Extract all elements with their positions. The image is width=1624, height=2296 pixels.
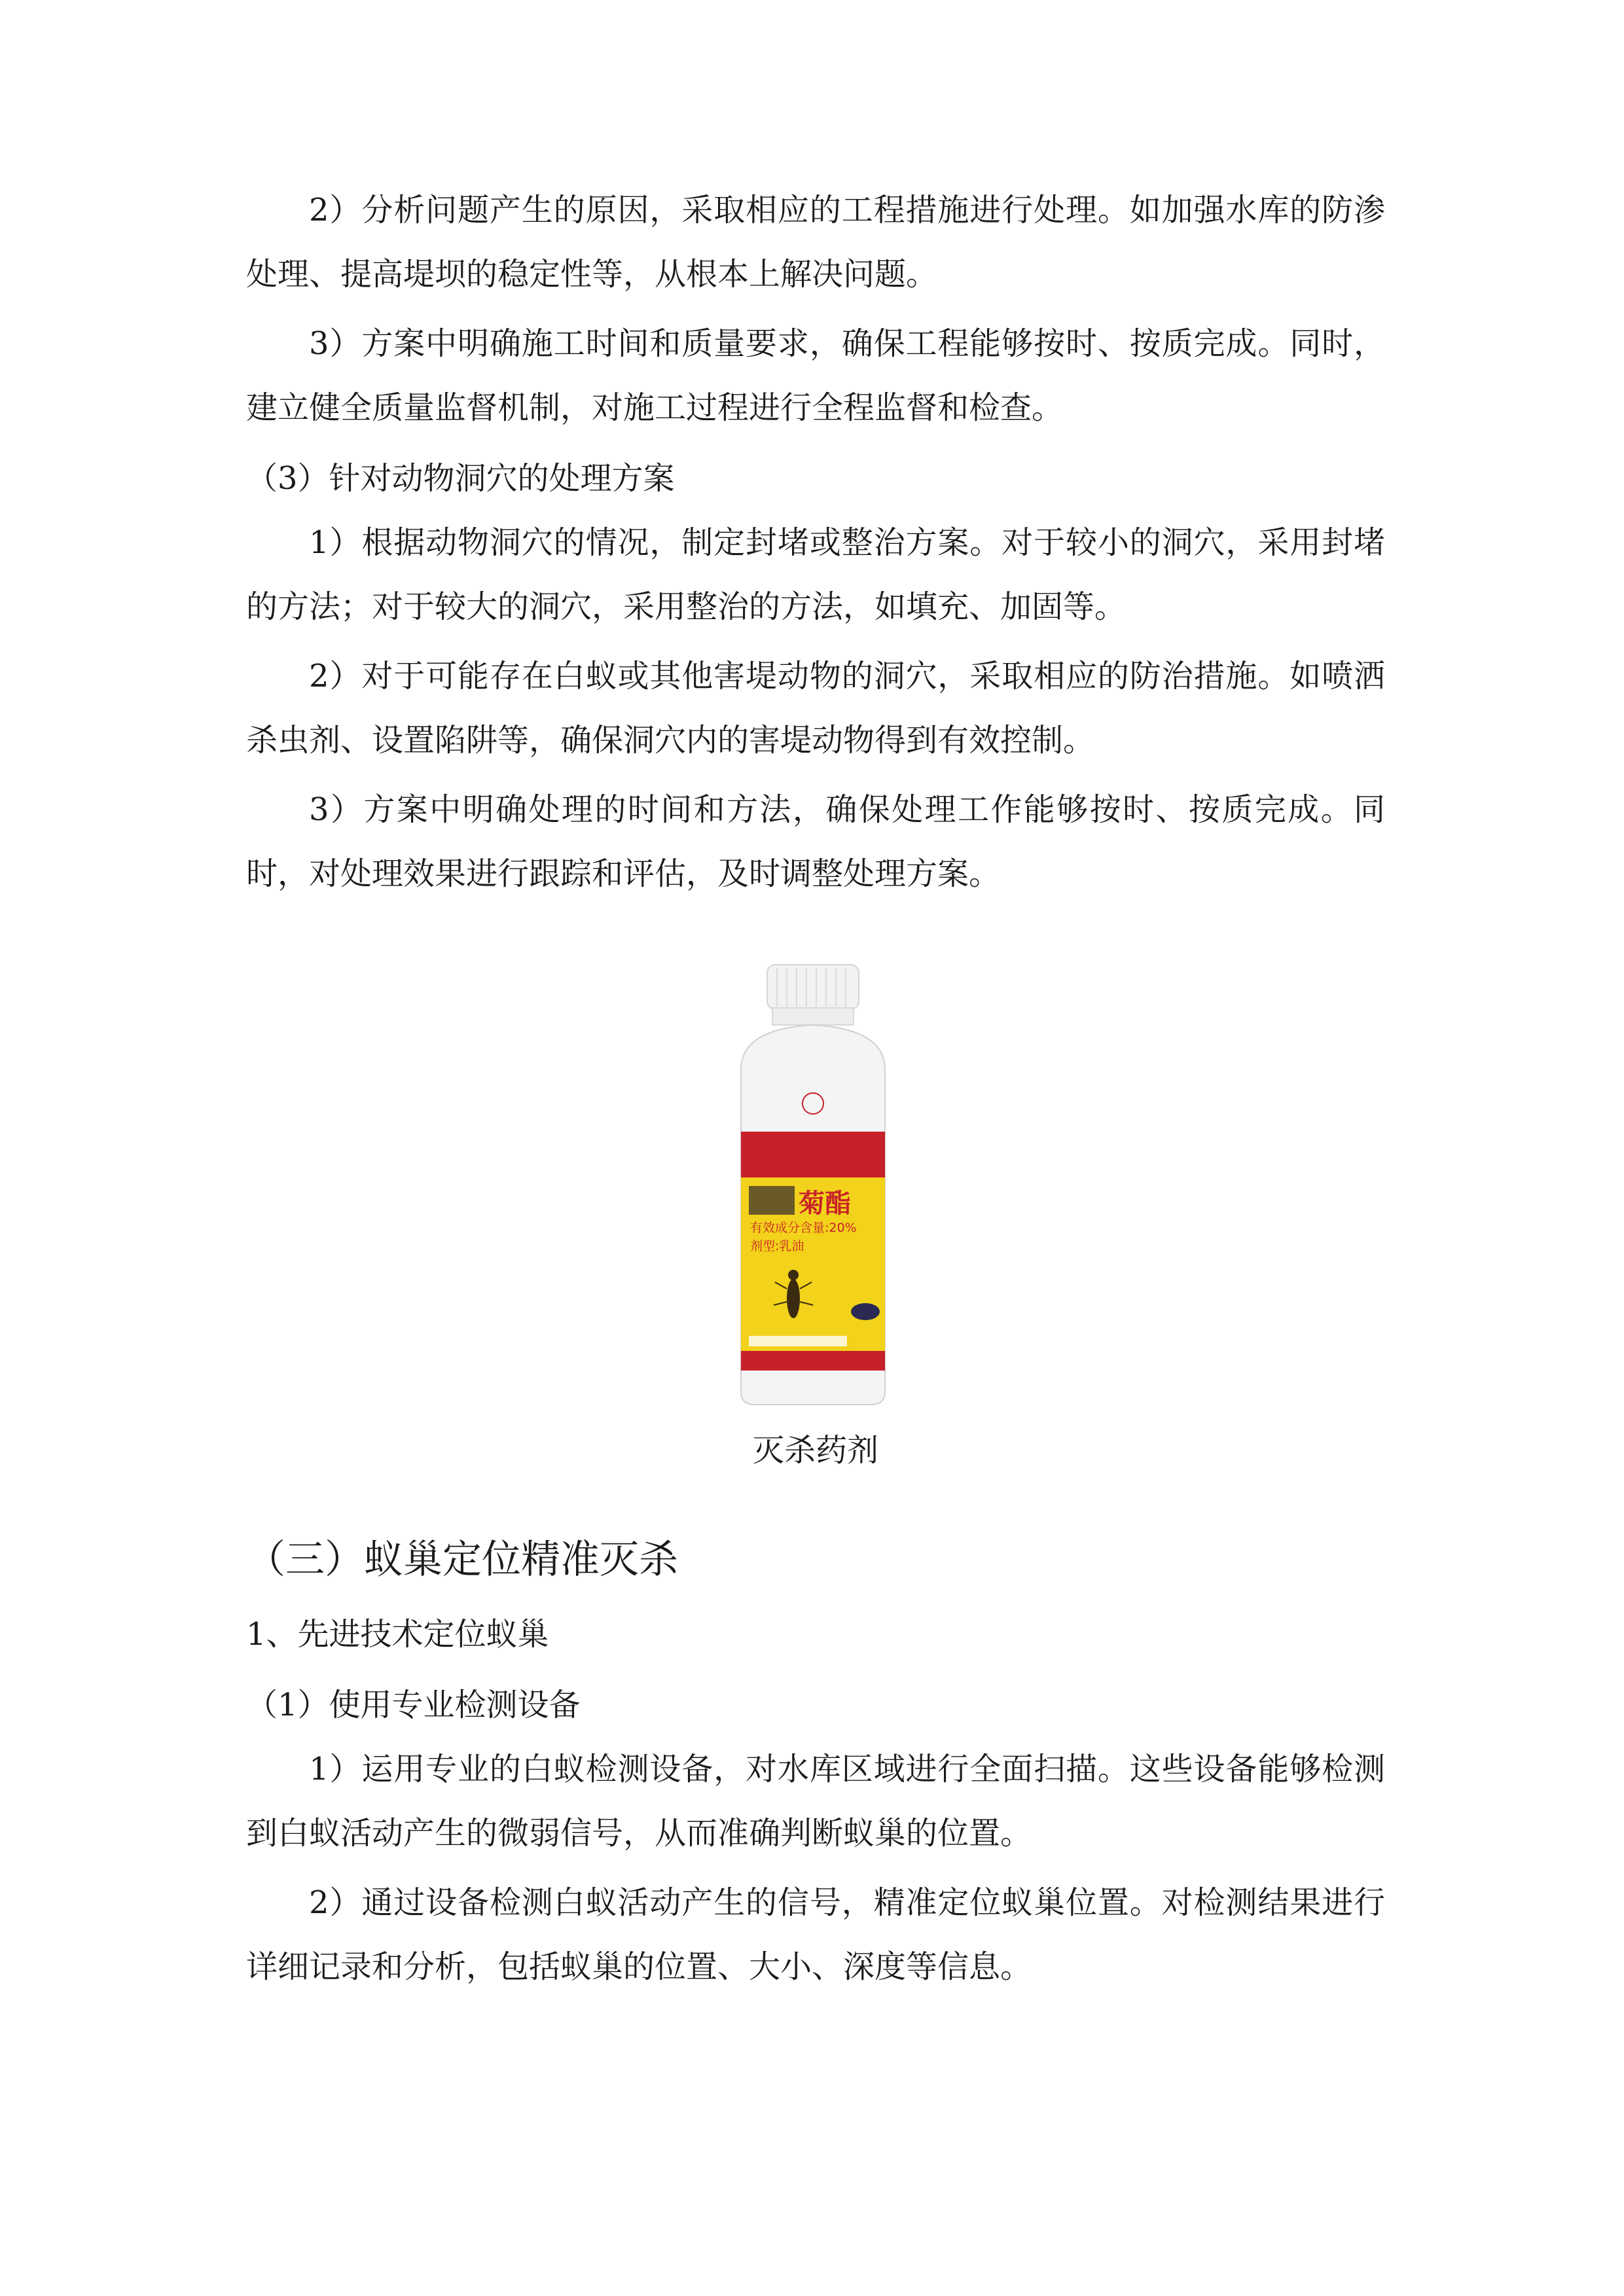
paragraph: 1）运用专业的白蚁检测设备，对水库区域进行全面扫描。这些设备能够检测到白蚁活动产生的微弱信号，从而准确判断蚁巢的位置。 [246,1751,1385,1852]
paragraph: 1）根据动物洞穴的情况，制定封堵或整治方案。对于较小的洞穴，采用封堵的方法；对于较大的洞穴，采用整治的方法，如填充、加固等。 [246,524,1385,625]
paragraph: 3）方案中明确施工时间和质量要求，确保工程能够按时、按质完成。同时，建立健全质量监督机制，对施工过程进行全程监督和检查。 [246,325,1385,426]
paragraph: 2）对于可能存在白蚁或其他害堤动物的洞穴，采取相应的防治措施。如喷洒杀虫剂、设置陷阱等，确保洞穴内的害堤动物得到有效控制。 [246,658,1385,759]
figure-caption: 灭杀药剂 [752,1432,878,1469]
document-body [246,178,1385,2004]
subheading: （1）使用专业检测设备 [246,1687,581,1723]
paragraph: 2）分析问题产生的原因，采取相应的工程措施进行处理。如加强水库的防渗处理、提高堤坝的稳定性等，从根本上解决问题。 [246,192,1385,293]
figure [246,912,1385,1501]
subheading: （3）针对动物洞穴的处理方案 [246,460,675,497]
paragraph: 3）方案中明确处理的时间和方法，确保处理工作能够按时、按质完成。同时，对处理效果进行跟踪和评估，及时调整处理方案。 [246,791,1385,892]
pesticide-bottle-image [715,952,911,1410]
label-line1: 有效成分含量:20% [750,1221,857,1235]
heading: 1、先进技术定位蚁巢 [246,1616,549,1653]
label-brand: 菊酯 [799,1189,851,1219]
section-heading: （三）蚁巢定位精准灭杀 [246,1537,678,1583]
label-line2: 剂型:乳油 [750,1239,804,1253]
paragraph: 2）通过设备检测白蚁活动产生的信号，精准定位蚁巢位置。对检测结果进行详细记录和分析，包括蚁巢的位置、大小、深度等信息。 [246,1884,1385,1985]
